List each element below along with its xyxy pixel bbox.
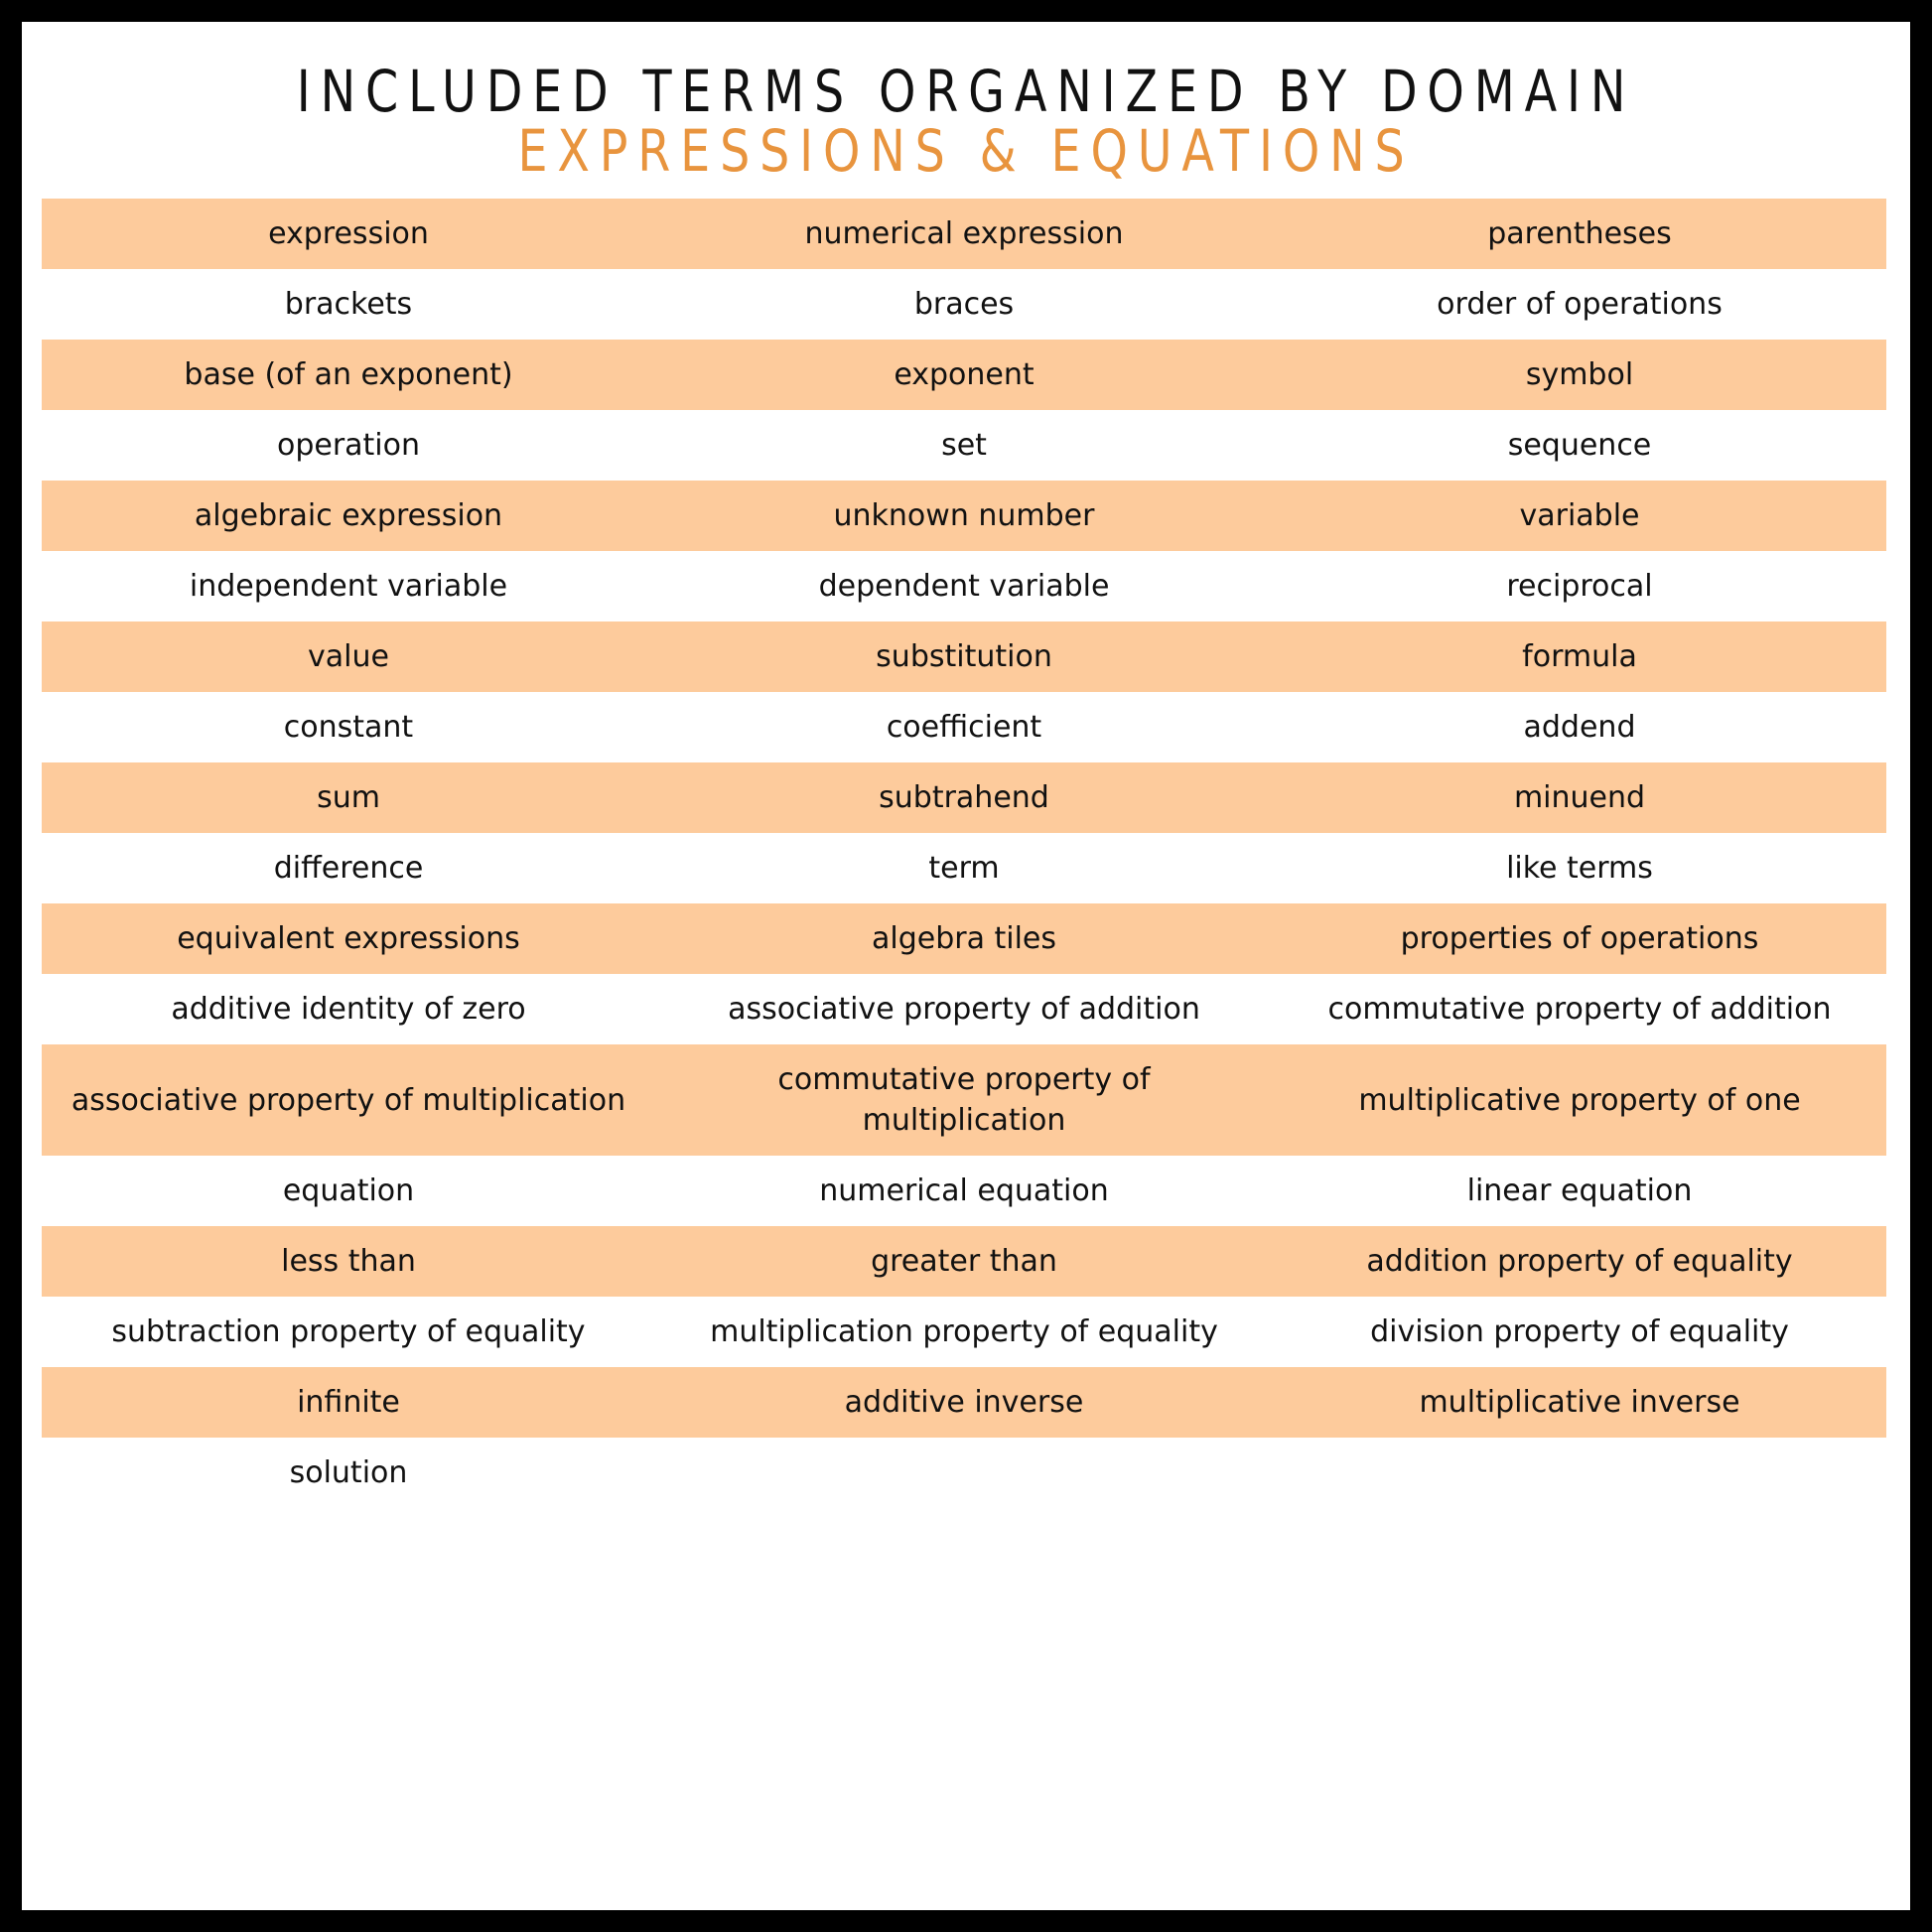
term-cell: multiplicative inverse [1419,1385,1740,1420]
table-row [42,903,1886,974]
table-row [42,1367,1886,1438]
term-cell: less than [281,1244,416,1279]
term-cell: formula [1522,639,1637,674]
term-cell: algebra tiles [871,921,1057,956]
term-cell: division property of equality [1370,1314,1789,1349]
term-cell: term [928,851,1000,886]
term-cell: parentheses [1487,216,1672,251]
term-cell: linear equation [1466,1173,1693,1208]
term-cell: coefficient [886,710,1042,745]
term-cell: dependent variable [818,569,1110,604]
term-cell: minuend [1513,780,1646,815]
term-cell: equation [282,1173,415,1208]
term-cell: algebraic expression [194,498,503,533]
term-cell: associative property of multiplication [70,1082,626,1118]
term-cell: base (of an exponent) [184,357,513,392]
term-cell: commutative property of multiplication [777,1062,1151,1138]
term-cell: addition property of equality [1366,1244,1793,1279]
term-cell: set [941,428,987,463]
term-cell: reciprocal [1506,569,1653,604]
table-row [42,1226,1886,1297]
table-row [42,340,1886,410]
term-cell: numerical equation [819,1173,1109,1208]
table-row [42,481,1886,551]
table-row [42,410,1886,481]
term-cell: substitution [876,639,1052,674]
term-cell: sum [317,780,380,815]
term-cell: associative property of addition [728,992,1200,1027]
term-cell: addend [1523,710,1636,745]
table-row [42,1156,1886,1226]
term-cell: brackets [284,287,413,322]
term-cell: operation [276,428,421,463]
table-row [42,692,1886,762]
term-cell: subtrahend [879,780,1049,815]
term-cell: multiplication property of equality [710,1314,1218,1349]
term-cell: additive inverse [844,1385,1084,1420]
term-cell: braces [913,287,1015,322]
term-cell: variable [1519,498,1640,533]
term-cell: exponent [894,357,1035,392]
term-cell: subtraction property of equality [111,1314,586,1349]
term-cell: sequence [1507,428,1652,463]
table-row [42,551,1886,621]
table-row [42,762,1886,833]
term-cell: commutative property of addition [1327,992,1832,1027]
term-cell: value [308,639,389,674]
term-cell: multiplicative property of one [1358,1082,1801,1118]
table-row [42,833,1886,903]
domain-subtitle: EXPRESSIONS & EQUATIONS [517,117,1415,185]
table-row [42,621,1886,692]
terms-table [42,199,1886,1508]
term-cell: independent variable [189,569,508,604]
term-cell: like terms [1506,851,1653,886]
page-title: INCLUDED TERMS ORGANIZED BY DOMAIN [296,58,1636,125]
table-row [42,1044,1886,1156]
term-cell: constant [283,710,414,745]
document-page [22,22,1910,1910]
term-cell: additive identity of zero [171,992,526,1027]
term-cell: greater than [871,1244,1057,1279]
table-row [42,974,1886,1044]
term-cell: equivalent expressions [177,921,520,956]
term-cell: properties of operations [1400,921,1759,956]
term-cell: solution [289,1455,408,1490]
term-cell: symbol [1525,357,1634,392]
table-row [42,199,1886,269]
term-cell: numerical expression [804,216,1124,251]
term-cell: unknown number [833,498,1095,533]
term-cell: infinite [297,1385,400,1420]
table-row [42,1297,1886,1367]
table-row [42,1438,1886,1508]
table-row [42,269,1886,340]
term-cell: difference [273,851,424,886]
term-cell: order of operations [1437,287,1723,322]
term-cell: expression [268,216,429,251]
